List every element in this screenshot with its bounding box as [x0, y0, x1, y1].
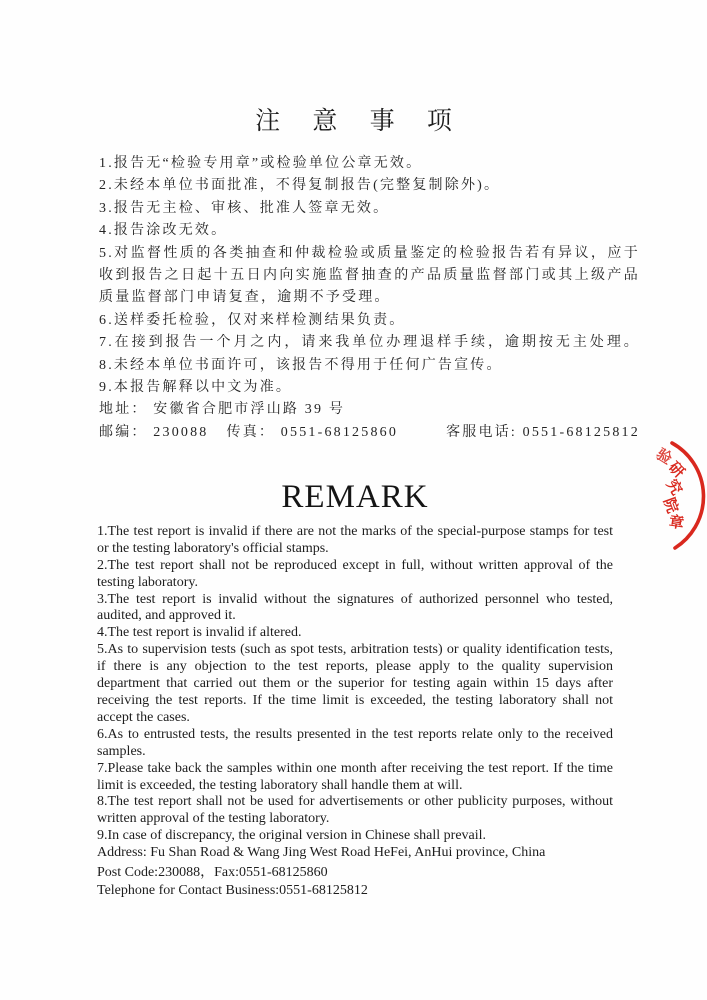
- seal-character-fragment: 验: [652, 446, 675, 468]
- seal-arc: [672, 443, 703, 548]
- notice-item-8: 8.未经本单位书面许可，该报告不得用于任何广告宣传。: [99, 357, 503, 373]
- remark-item-2: 2.The test report shall not be reproduced except in full, without written approval of the testing laboratory.: [97, 557, 613, 590]
- seal-character-yan: 研: [665, 459, 688, 482]
- remark-item-5: 5.As to supervision tests (such as spot tests, arbitration tests) or quality identification tests, if there is any objection to the test reports, please apply to the quality supervision department that carried out them or the superior for testing again within 15 days after receiving the test reports. If the time limit is exceeded, the testing laboratory shall not accept the cases.: [97, 642, 613, 725]
- remark-item-4: 4.The test report is invalid if altered.: [97, 625, 302, 641]
- remark-item-1: 1.The test report is invalid if there are not the marks of the special-purpose stamps for test or the testing laboratory's official stamps.: [97, 523, 613, 556]
- notice-item-7: 7.在接到报告一个月之内，请来我单位办理退样手续，逾期按无主处理。: [99, 335, 640, 351]
- notice-item-2: 2.未经本单位书面批准，不得复制报告(完整复制除外)。: [99, 178, 501, 194]
- remark-item-6: 6.As to entrusted tests, the results presented in the test reports relate only to the received samples.: [97, 726, 613, 759]
- notice-item-9: 9.本报告解释以中文为准。: [99, 380, 293, 396]
- remark-item-7: 7.Please take back the samples within one month after receiving the test report. If the time limit is exceeded, the testing laboratory shall handle them at will.: [97, 760, 613, 793]
- notice-item-4: 4.报告涂改无效。: [99, 223, 228, 239]
- remark-postcode-fax-line: Post Code:230088，Fax:0551-68125860: [97, 865, 328, 881]
- notice-title: 注 意 事 项: [255, 108, 465, 135]
- remark-title: REMARK: [281, 479, 429, 515]
- red-seal-stamp: [651, 428, 707, 560]
- remark-item-3: 3.The test report is invalid without the signatures of authorized personnel who tested, audited, and approved it.: [97, 591, 613, 624]
- notice-item-3: 3.报告无主检、审核、批准人签章无效。: [99, 200, 390, 216]
- seal-graphic: [651, 428, 707, 560]
- notice-contact-line: [99, 422, 640, 444]
- seal-character-jiu: 究: [662, 477, 685, 499]
- notice-item-5: 5.对监督性质的各类抽查和仲裁检验或质量鉴定的检验报告若有异议，应于收到报告之日起十五日内向实施监督抽查的产品质量监督部门或其上级产品质量监督部门申请复查，逾期不予受理。: [99, 245, 640, 306]
- notice-item-6: 6.送样委托检验，仅对来样检测结果负责。: [99, 312, 406, 328]
- remark-item-8: 8.The test report shall not be used for advertisements or other publicity purposes, without written approval of the testing laboratory.: [97, 794, 613, 827]
- seal-character-yuan: 院: [659, 495, 681, 516]
- notice-fax: 传真： 0551-68125860: [226, 424, 399, 440]
- notice-body: [99, 153, 640, 444]
- remark-telephone-line: Telephone for Contact Business:0551-68125812: [97, 883, 368, 899]
- remark-item-9: 9.In case of discrepancy, the original version in Chinese shall prevail.: [97, 828, 487, 844]
- notice-item-1: 1.报告无“检验专用章”或检验单位公章无效。: [99, 156, 423, 171]
- notice-postcode: 邮编： 230088: [99, 424, 209, 440]
- remark-address-line: Address: Fu Shan Road & Wang Jing West Road HeFei, AnHui province, China: [97, 845, 546, 861]
- seal-character-zhang: 章: [667, 514, 685, 533]
- notice-service-phone: 客服电话: 0551-68125812: [446, 424, 640, 440]
- remark-section: [97, 479, 613, 900]
- notice-address-line: 地址： 安徽省合肥市浮山路 39 号: [99, 402, 346, 418]
